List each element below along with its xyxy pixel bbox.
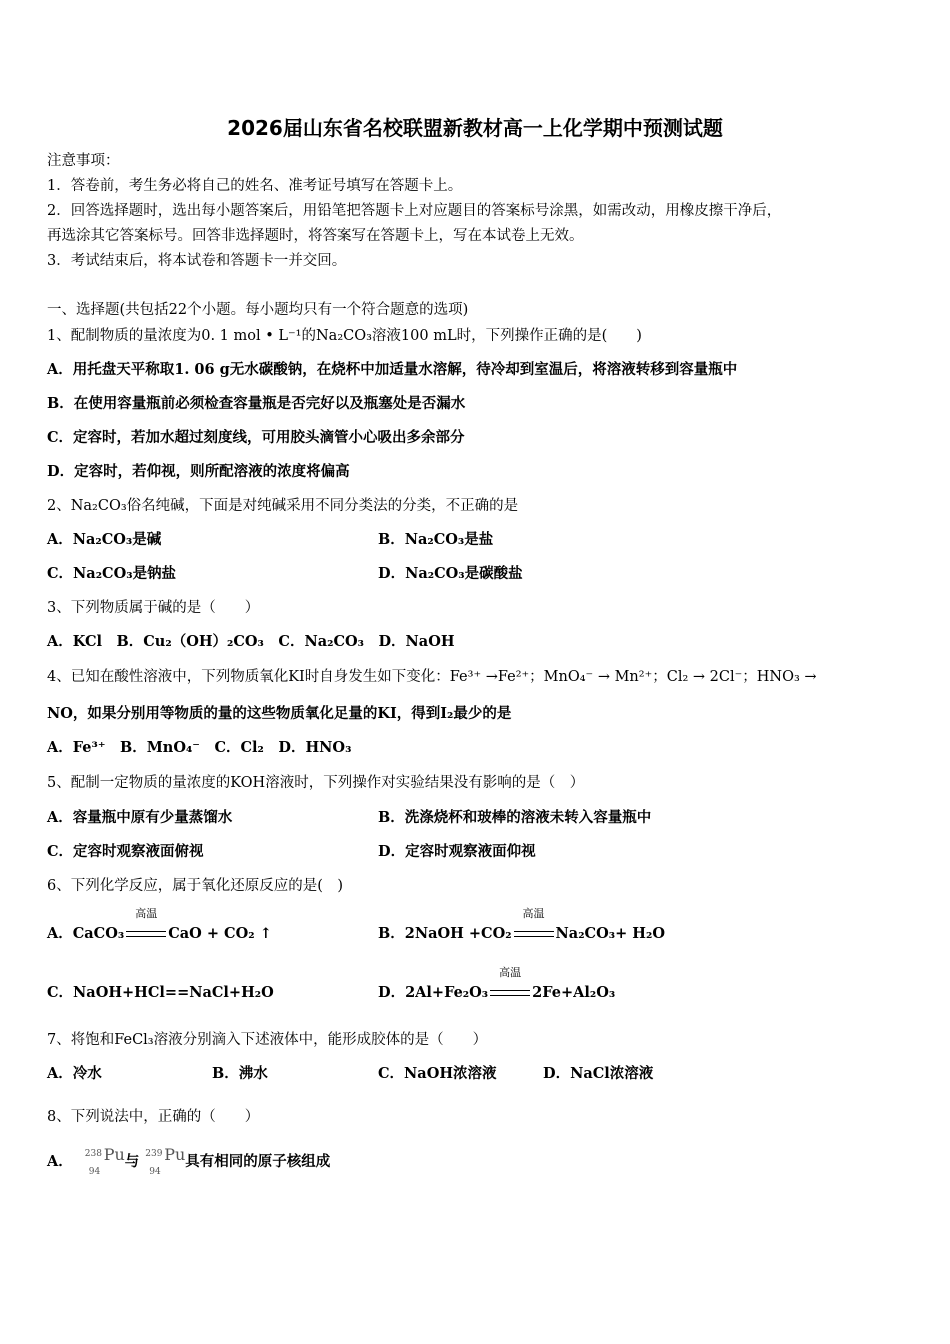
question-4-options: A．Fe³⁺ B．MnO₄⁻ C．Cl₂ D．HNO₃ — [47, 739, 352, 756]
question-8-stem: 8、下列说法中，正确的（ ） — [47, 1109, 260, 1125]
reactant: B．2NaOH +CO₂ — [378, 925, 512, 942]
question-8-option-a — [47, 1145, 331, 1177]
notice-item: 1．答卷前，考生务必将自己的姓名、准考证号填写在答题卡上。 — [47, 178, 463, 194]
notice-heading: 注意事项： — [47, 153, 120, 169]
isotope-pu-238: 238 94 Pu — [84, 1145, 125, 1177]
section-heading: 一、选择题(共包括22个小题。每小题均只有一个符合题意的选项) — [47, 302, 469, 318]
question-5-option-b: B．洗涤烧杯和玻棒的溶液未转入容量瓶中 — [378, 809, 652, 826]
question-2-option-a: A．Na₂CO₃是碱 — [47, 531, 162, 548]
notice-item: 3．考试结束后，将本试卷和答题卡一并交回。 — [47, 253, 347, 269]
question-7-option-d: D．NaCl浓溶液 — [543, 1065, 654, 1082]
question-5-stem: 5、配制一定物质的量浓度的KOH溶液时，下列操作对实验结果没有影响的是（ ） — [47, 775, 585, 791]
reaction-condition: 高温 — [522, 907, 545, 920]
option-label: A． — [47, 1153, 73, 1170]
question-2-option-c: C．Na₂CO₃是钠盐 — [47, 565, 177, 582]
reaction-arrow — [512, 907, 556, 944]
reaction-arrow — [488, 966, 532, 1003]
question-6-option-c: C．NaOH+HCl==NaCl+H₂O — [47, 984, 274, 1001]
product: Na₂CO₃+ H₂O — [555, 925, 665, 942]
question-5-option-d: D．定容时观察液面仰视 — [378, 843, 536, 860]
question-5-option-c: C．定容时观察液面俯视 — [47, 843, 204, 860]
question-1-stem: 1、配制物质的量浓度为0. 1 mol • L⁻¹的Na₂CO₃溶液100 mL时，下列操作正确的是( ) — [47, 328, 642, 344]
question-7-stem: 7、将饱和FeCl₃溶液分别滴入下述液体中，能形成胶体的是（ ） — [47, 1032, 488, 1048]
question-2-option-d: D．Na₂CO₃是碳酸盐 — [378, 565, 523, 582]
question-6-option-b — [378, 907, 665, 944]
notice-item: 2．回答选择题时，选出每小题答案后，用铅笔把答题卡上对应题目的答案标号涂黑，如需改动，用橡皮擦干净后， — [47, 203, 782, 219]
question-2-option-b: B．Na₂CO₃是盐 — [378, 531, 494, 548]
question-6-option-d — [378, 966, 616, 1003]
question-7-option-b: B．沸水 — [212, 1065, 268, 1082]
reaction-condition: 高温 — [499, 966, 522, 979]
reactant: D．2Al+Fe₂O₃ — [378, 984, 489, 1001]
page-title: 2026届山东省名校联盟新教材高一上化学期中预测试题 — [227, 116, 723, 140]
connector-text: 与 — [124, 1153, 140, 1170]
question-7-option-a: A．冷水 — [47, 1065, 102, 1082]
question-1-option-c: C．定容时，若加水超过刻度线，可用胶头滴管小心吸出多余部分 — [47, 429, 465, 446]
question-4-stem-cont: NO，如果分别用等物质的量的这些物质氧化足量的KI，得到I₂最少的是 — [47, 705, 512, 722]
product: 2Fe+Al₂O₃ — [532, 984, 616, 1001]
question-3-options: A．KCl B．Cu₂（OH）₂CO₃ C．Na₂CO₃ D．NaOH — [47, 633, 455, 650]
question-4-stem: 4、已知在酸性溶液中，下列物质氧化KI时自身发生如下变化：Fe³⁺ →Fe²⁺；MnO₄⁻ → Mn²⁺；Cl₂ → 2Cl⁻；HNO₃ → — [47, 669, 817, 685]
question-1-option-d: D．定容时，若仰视，则所配溶液的浓度将偏高 — [47, 463, 350, 480]
reaction-arrow — [124, 907, 168, 944]
question-2-stem: 2、Na₂CO₃俗名纯碱，下面是对纯碱采用不同分类法的分类，不正确的是 — [47, 498, 519, 514]
question-1-option-b: B．在使用容量瓶前必须检查容量瓶是否完好以及瓶塞处是否漏水 — [47, 395, 466, 412]
question-6-option-a — [47, 907, 272, 944]
question-7-option-c: C．NaOH浓溶液 — [378, 1065, 497, 1082]
reaction-condition: 高温 — [135, 907, 158, 920]
question-3-stem: 3、下列物质属于碱的是（ ） — [47, 600, 260, 616]
option-text: 具有相同的原子核组成 — [185, 1153, 331, 1170]
isotope-pu-239: 239 94 Pu — [145, 1145, 186, 1177]
notice-item: 再选涂其它答案标号。回答非选择题时，将答案写在答题卡上，写在本试卷上无效。 — [47, 228, 584, 244]
product: CaO + CO₂ ↑ — [168, 925, 272, 942]
reactant: A．CaCO₃ — [47, 925, 125, 942]
question-5-option-a: A．容量瓶中原有少量蒸馏水 — [47, 809, 233, 826]
question-6-stem: 6、下列化学反应，属于氧化还原反应的是( ) — [47, 878, 344, 894]
question-1-option-a: A．用托盘天平称取1. 06 g无水碳酸钠，在烧杯中加适量水溶解，待冷却到室温后，将溶液转移到容量瓶中 — [47, 361, 738, 378]
